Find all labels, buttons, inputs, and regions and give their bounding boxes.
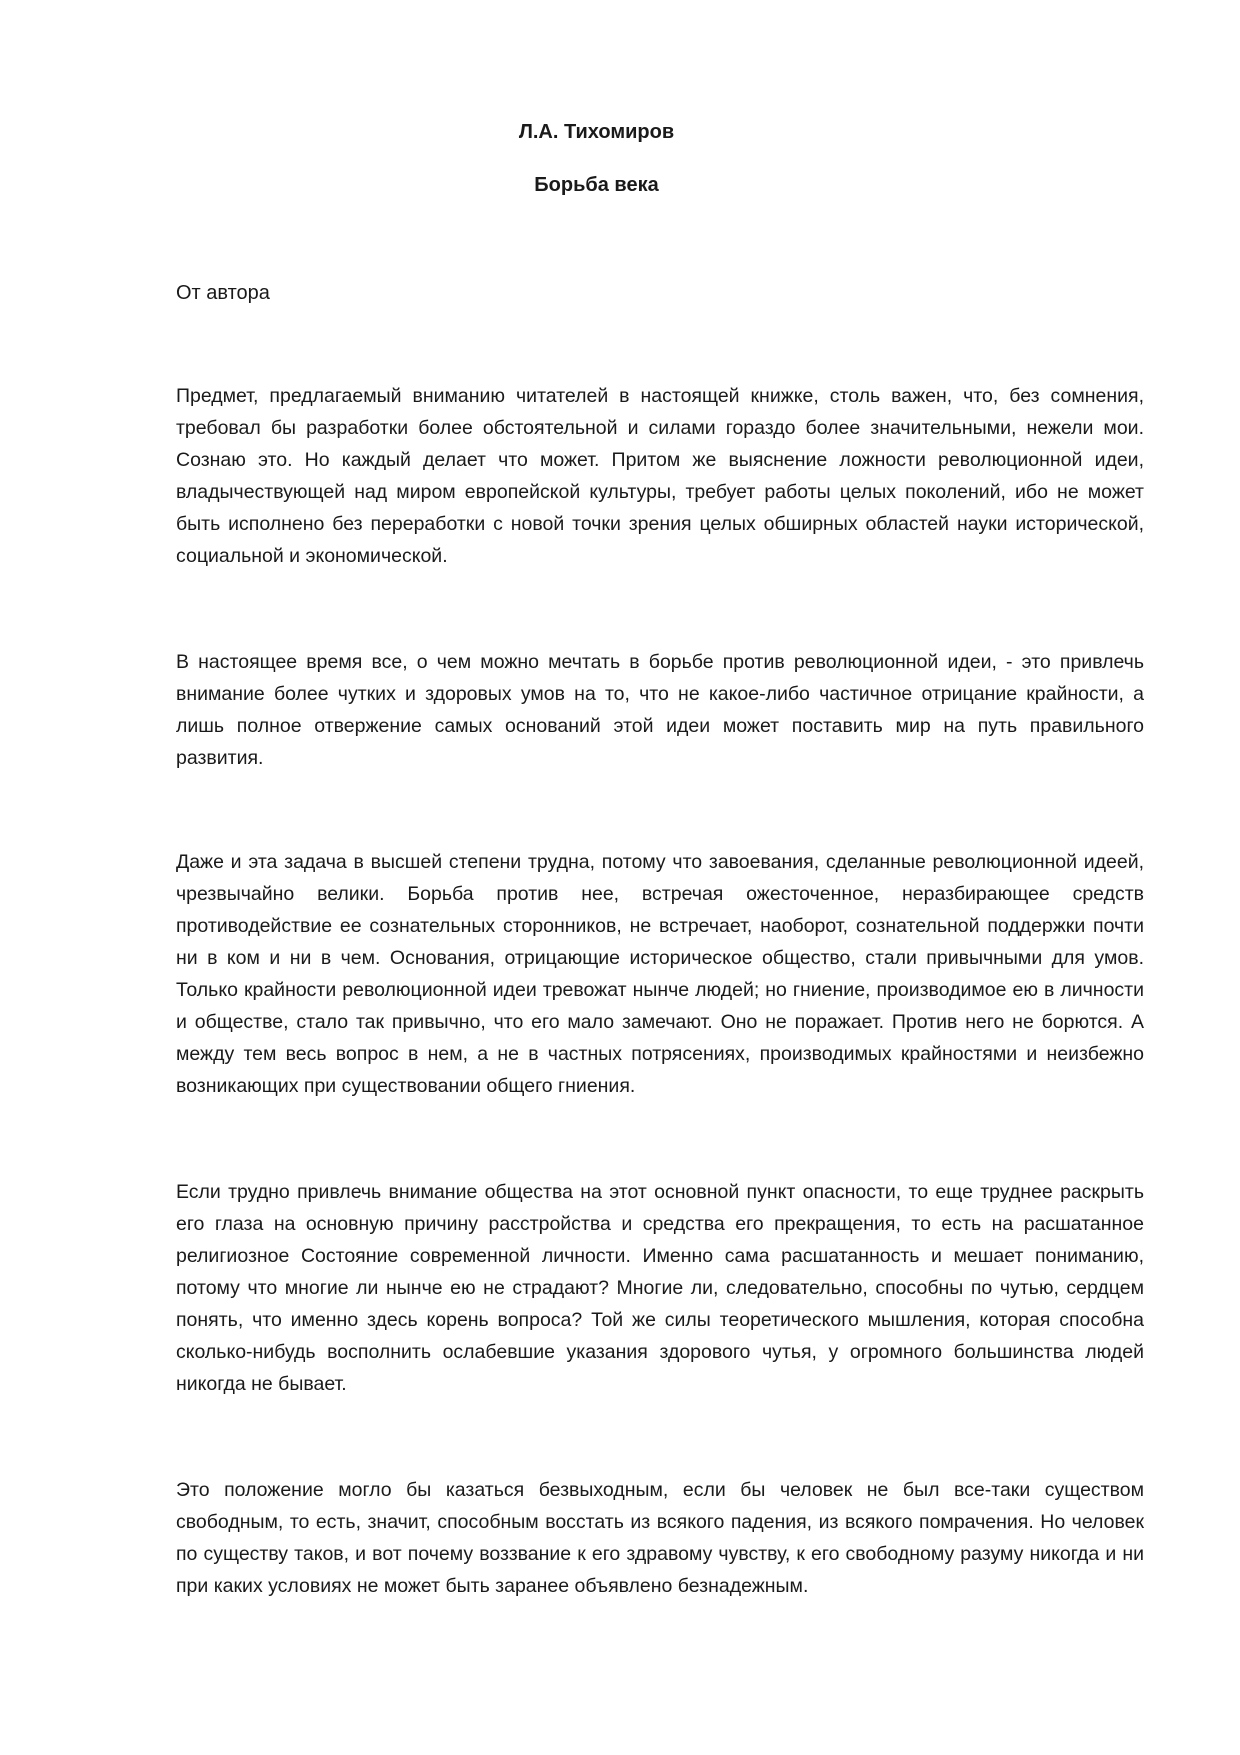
paragraph-1: Предмет, предлагаемый вниманию читателей в настоящей книжке, столь важен, что, без сомнения, требовал бы разработки более обстоятельной и силами гораздо более значительными, нежели мои. Сознаю это. Но каждый делает что может. Притом же выяснение ложности революционной идеи, владычествующей над миром европейской культуры, требует работы целых поколений, ибо не может быть исполнено без переработки с новой точки зрения целых обширных областей науки исторической, социальной и экономической. — [176, 385, 1144, 567]
paragraph-3: Даже и эта задача в высшей степени трудна, потому что завоевания, сделанные революционной идеей, чрезвычайно велики. Борьба против нее, встречая ожесточенное, неразбирающее средств противодействие ее сознательных сторонников, не встречает, наоборот, сознательной поддержки почти ни в ком и ни в чем. Основания, отрицающие историческое общество, стали привычными для умов. Только крайности революционной идеи тревожат нынче людей; но гниение, производимое ею в личности и обществе, стало так привычно, что его мало замечают. Оно не поражает. Против него не борются. А между тем весь вопрос в нем, а не в частных потрясениях, производимых крайностями и неизбежно возникающих при существовании общего гниения. — [176, 851, 1144, 1097]
section-heading: От автора — [176, 282, 270, 304]
paragraph-2: В настоящее время все, о чем можно мечтать в борьбе против революционной идеи, - это привлечь внимание более чутких и здоровых умов на то, что не какое-либо частичное отрицание крайности, а лишь полное отвержение самых оснований этой идеи может поставить мир на путь правильного развития. — [176, 651, 1144, 769]
paragraph-4: Если трудно привлечь внимание общества на этот основной пункт опасности, то еще труднее раскрыть его глаза на основную причину расстройства и средства его прекращения, то есть на расшатанное религиозное Состояние современной личности. Именно сама расшатанность и мешает пониманию, потому что многие ли нынче ею не страдают? Многие ли, следовательно, способны по чутью, сердцем понять, что именно здесь корень вопроса? Той же силы теоретического мышления, которая способна сколько-нибудь восполнить ослабевшие указания здорового чутья, у огромного большинства людей никогда не бывает. — [176, 1181, 1144, 1395]
author-name: Л.А. Тихомиров — [518, 121, 675, 143]
paragraph-5: Это положение могло бы казаться безвыходным, если бы человек не был все-таки существом свободным, то есть, значит, способным восстать из всякого падения, из всякого помрачения. Но человек по существу таков, и вот почему воззвание к его здравому чувству, к его свободному разуму никогда и ни при каких условиях не может быть заранее объявлено безнадежным. — [176, 1479, 1144, 1597]
document-title: Борьба века — [534, 174, 659, 196]
